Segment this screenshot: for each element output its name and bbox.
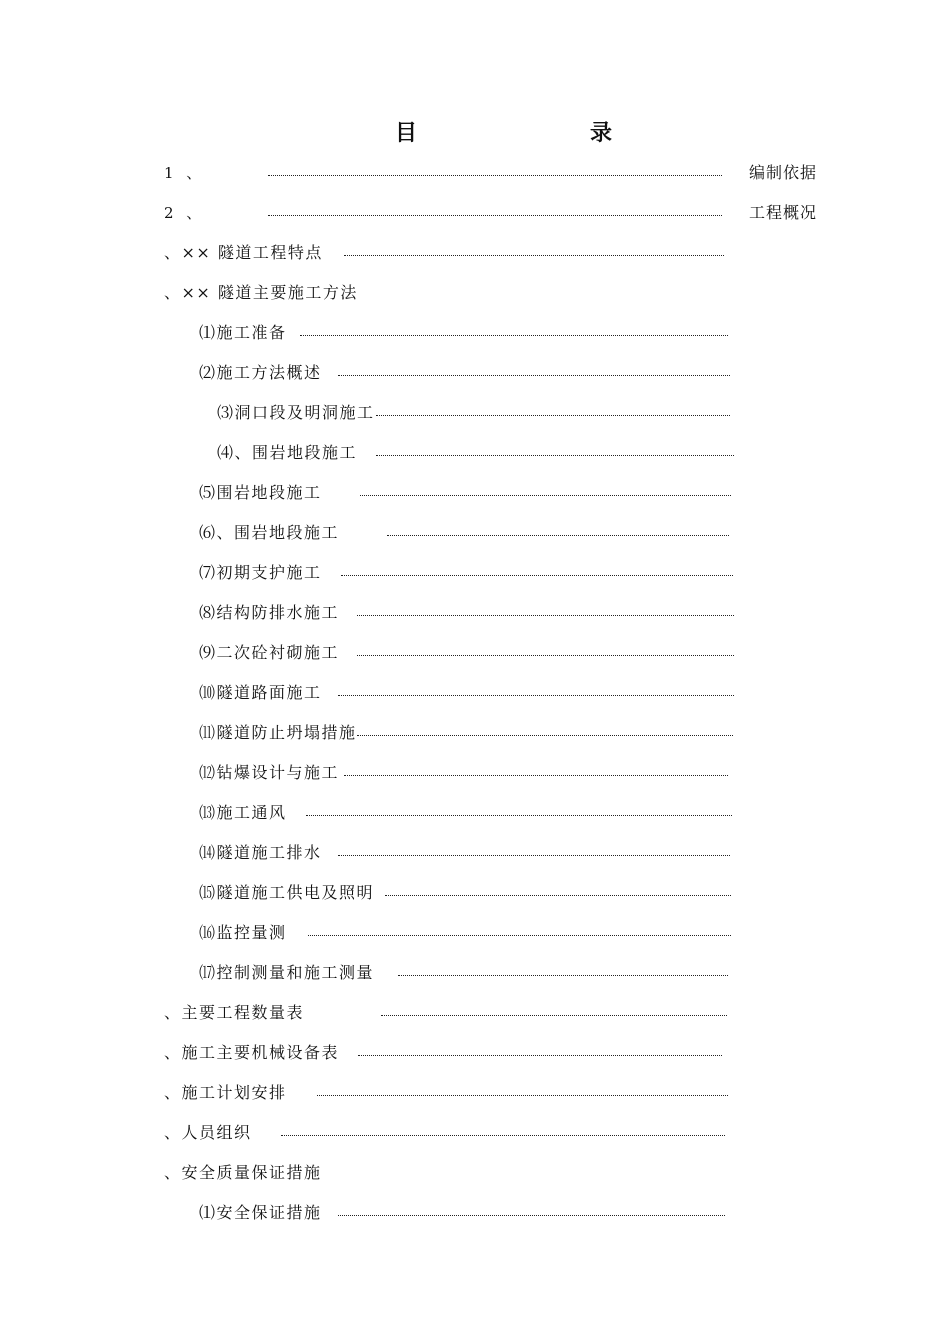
toc-entry-label: ⑸围岩地段施工: [199, 483, 322, 502]
toc-entry-label: ⒄控制测量和施工测量: [199, 963, 375, 982]
toc-entry-label: ⑺初期支护施工: [199, 563, 322, 582]
toc-entry-label: ⑴施工准备: [199, 323, 287, 342]
toc-entry-24[interactable]: [0, 1080, 950, 1106]
toc-entry-label: ⑹、围岩地段施工: [199, 523, 340, 542]
toc-entry-11[interactable]: [0, 560, 950, 586]
toc-entry-label: ⑼二次砼衬砌施工: [199, 643, 340, 662]
toc-entry-label: 、施工计划安排: [164, 1083, 287, 1102]
toc-leader: [300, 335, 728, 336]
toc-leader: [381, 1015, 727, 1016]
toc-entry-12[interactable]: [0, 600, 950, 626]
toc-leader: [281, 1135, 725, 1136]
toc-entry-6[interactable]: [0, 360, 950, 386]
toc-leader: [376, 455, 734, 456]
toc-leader: [376, 415, 730, 416]
toc-entry-label: 、施工主要机械设备表: [164, 1043, 340, 1062]
toc-leader: [357, 735, 733, 736]
toc-entry-27[interactable]: [0, 1200, 950, 1226]
toc-entry-label: ⒁隧道施工排水: [199, 843, 322, 862]
toc-leader: [338, 1215, 725, 1216]
toc-leader: [306, 815, 732, 816]
toc-leader: [338, 375, 730, 376]
toc-entry-19[interactable]: [0, 880, 950, 906]
toc-leader: [344, 255, 724, 256]
toc-entry-label: ⒂隧道施工供电及照明: [199, 883, 375, 902]
toc-leader: [387, 535, 729, 536]
toc-entry-2[interactable]: [0, 200, 950, 226]
toc-entry-label: ⑿钻爆设计与施工: [199, 763, 340, 782]
toc-entry-label: 、人员组织: [164, 1123, 252, 1142]
toc-leader: [344, 775, 728, 776]
toc-entry-label: ⒀施工通风: [199, 803, 287, 822]
toc-entry-13[interactable]: [0, 640, 950, 666]
toc-entry-26[interactable]: [0, 1160, 950, 1186]
toc-entry-8[interactable]: [0, 440, 950, 466]
toc-leader: [385, 895, 731, 896]
toc-entry-label: ⒃监控量测: [199, 923, 287, 942]
toc-entry-label: 编制依据: [749, 163, 818, 182]
toc-leader: [398, 975, 728, 976]
toc-entry-label: ⑵施工方法概述: [199, 363, 322, 382]
toc-entry-9[interactable]: [0, 480, 950, 506]
toc-entry-7[interactable]: [0, 400, 950, 426]
toc-entry-label: ⑻结构防排水施工: [199, 603, 340, 622]
toc-leader: [341, 575, 733, 576]
toc-title-right: 录: [590, 120, 613, 146]
toc-entry-label: ⑽隧道路面施工: [199, 683, 322, 702]
toc-leader: [357, 655, 734, 656]
toc-entry-1[interactable]: [0, 160, 950, 186]
toc-entry-20[interactable]: [0, 920, 950, 946]
toc-entry-14[interactable]: [0, 680, 950, 706]
toc-leader: [268, 215, 722, 216]
toc-entry-23[interactable]: [0, 1040, 950, 1066]
toc-leader: [338, 855, 730, 856]
toc-entry-22[interactable]: [0, 1000, 950, 1026]
toc-entry-number: 1 、: [164, 164, 206, 182]
toc-entry-18[interactable]: [0, 840, 950, 866]
toc-entry-3[interactable]: [0, 240, 950, 266]
toc-entry-label: 、×× 隧道主要施工方法: [164, 283, 358, 302]
toc-leader: [317, 1095, 728, 1096]
toc-entry-5[interactable]: [0, 320, 950, 346]
toc-entry-label: 、×× 隧道工程特点: [164, 243, 323, 262]
toc-entry-label: ⑷、围岩地段施工: [217, 443, 358, 462]
toc-leader: [358, 1055, 722, 1056]
toc-entry-label: ⑾隧道防止坍塌措施: [199, 723, 357, 742]
toc-entry-label: 、安全质量保证措施: [164, 1163, 322, 1182]
toc-entry-4[interactable]: [0, 280, 950, 306]
toc-leader: [268, 175, 722, 176]
toc-leader: [357, 615, 734, 616]
toc-entry-10[interactable]: [0, 520, 950, 546]
toc-entry-25[interactable]: [0, 1120, 950, 1146]
toc-leader: [338, 695, 734, 696]
toc-leader: [360, 495, 731, 496]
toc-entry-15[interactable]: [0, 720, 950, 746]
toc-entry-number: 2 、: [164, 204, 206, 222]
toc-entry-label: 工程概况: [749, 203, 818, 222]
toc-entry-label: 、主要工程数量表: [164, 1003, 305, 1022]
toc-entry-21[interactable]: [0, 960, 950, 986]
toc-title-left: 目: [395, 120, 418, 146]
toc-leader: [308, 935, 731, 936]
toc-entry-17[interactable]: [0, 800, 950, 826]
toc-entry-label: ⑴安全保证措施: [199, 1203, 322, 1222]
toc-entry-16[interactable]: [0, 760, 950, 786]
toc-entry-label: ⑶洞口段及明洞施工: [217, 403, 375, 422]
